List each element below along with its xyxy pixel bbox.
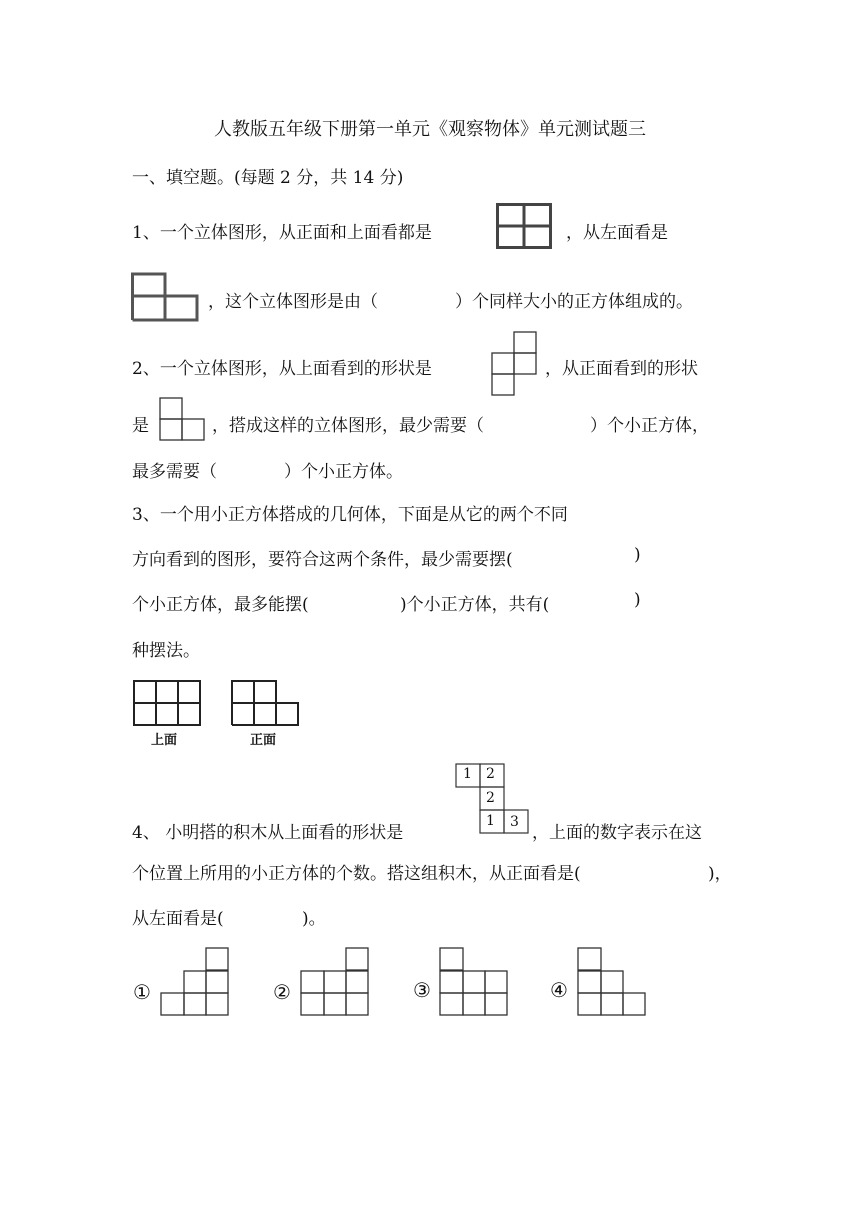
q4-grid-number: 3 bbox=[510, 814, 519, 830]
q2-front-view-figure bbox=[159, 397, 205, 441]
option-2-figure bbox=[300, 947, 370, 1017]
q2-text-c: 是 bbox=[132, 416, 149, 436]
q4-grid-number: 1 bbox=[486, 813, 495, 829]
q1-text-d: ）个同样大小的正方体组成的。 bbox=[455, 292, 693, 312]
q2-text-a: 2、一个立体图形，从上面看到的形状是 bbox=[132, 359, 432, 379]
q4-line3b: )。 bbox=[302, 909, 326, 929]
option-1-figure bbox=[160, 947, 230, 1017]
q3-front-view-figure bbox=[231, 680, 299, 726]
option-3-figure bbox=[439, 947, 509, 1017]
q2-text-g: ）个小正方体。 bbox=[284, 462, 403, 482]
q2-text-d: ，搭成这样的立体图形，最少需要（ bbox=[212, 416, 484, 436]
option-label-3: ③ bbox=[413, 978, 431, 1002]
q3-caption-front: 正面 bbox=[250, 733, 277, 748]
q3-line1: 3、一个用小正方体搭成的几何体，下面是从它的两个不同 bbox=[132, 505, 568, 525]
section-heading: 一、填空题。(每题 2 分，共 14 分) bbox=[132, 168, 404, 188]
q2-top-view-figure bbox=[491, 331, 537, 396]
q2-text-b: ，从正面看到的形状 bbox=[545, 359, 698, 379]
q3-line4: 种摆法。 bbox=[132, 641, 200, 661]
option-label-2: ② bbox=[273, 980, 291, 1004]
q1-text-c: ，这个立体图形是由（ bbox=[208, 292, 378, 312]
q3-line2b: ) bbox=[634, 545, 641, 565]
q1-front-top-view-figure bbox=[496, 203, 552, 249]
q3-line3a: 个小正方体，最多能摆( bbox=[132, 595, 309, 615]
page-title: 人教版五年级下册第一单元《观察物体》单元测试题三 bbox=[214, 119, 646, 140]
q4-text-a: 4、 小明搭的积木从上面看的形状是 bbox=[132, 823, 404, 843]
q3-top-view-figure bbox=[133, 680, 201, 726]
q1-text-b: ，从左面看是 bbox=[566, 223, 668, 243]
q4-grid-number: 2 bbox=[486, 766, 495, 782]
q4-line3a: 从左面看是( bbox=[132, 909, 224, 929]
q4-grid-number: 2 bbox=[486, 790, 495, 806]
q4-grid-number: 1 bbox=[463, 766, 472, 782]
q3-caption-top: 上面 bbox=[151, 733, 178, 748]
q2-text-f: 最多需要（ bbox=[132, 462, 217, 482]
q2-text-e: ）个小正方体， bbox=[590, 416, 709, 436]
option-label-1: ① bbox=[133, 980, 151, 1004]
q1-left-view-figure bbox=[131, 272, 199, 322]
q3-line3b: )个小正方体，共有( bbox=[400, 595, 550, 615]
q3-line2a: 方向看到的图形，要符合这两个条件，最少需要摆( bbox=[132, 550, 513, 570]
q3-line3c: ) bbox=[634, 590, 641, 610]
q4-line2b: )， bbox=[708, 864, 732, 884]
q4-text-b: ，上面的数字表示在这 bbox=[532, 823, 702, 843]
option-4-figure bbox=[577, 947, 647, 1017]
option-label-4: ④ bbox=[550, 978, 568, 1002]
q4-line2a: 个位置上所用的小正方体的个数。搭这组积木，从正面看是( bbox=[132, 864, 581, 884]
q1-text-a: 1、一个立体图形，从正面和上面看都是 bbox=[132, 223, 432, 243]
